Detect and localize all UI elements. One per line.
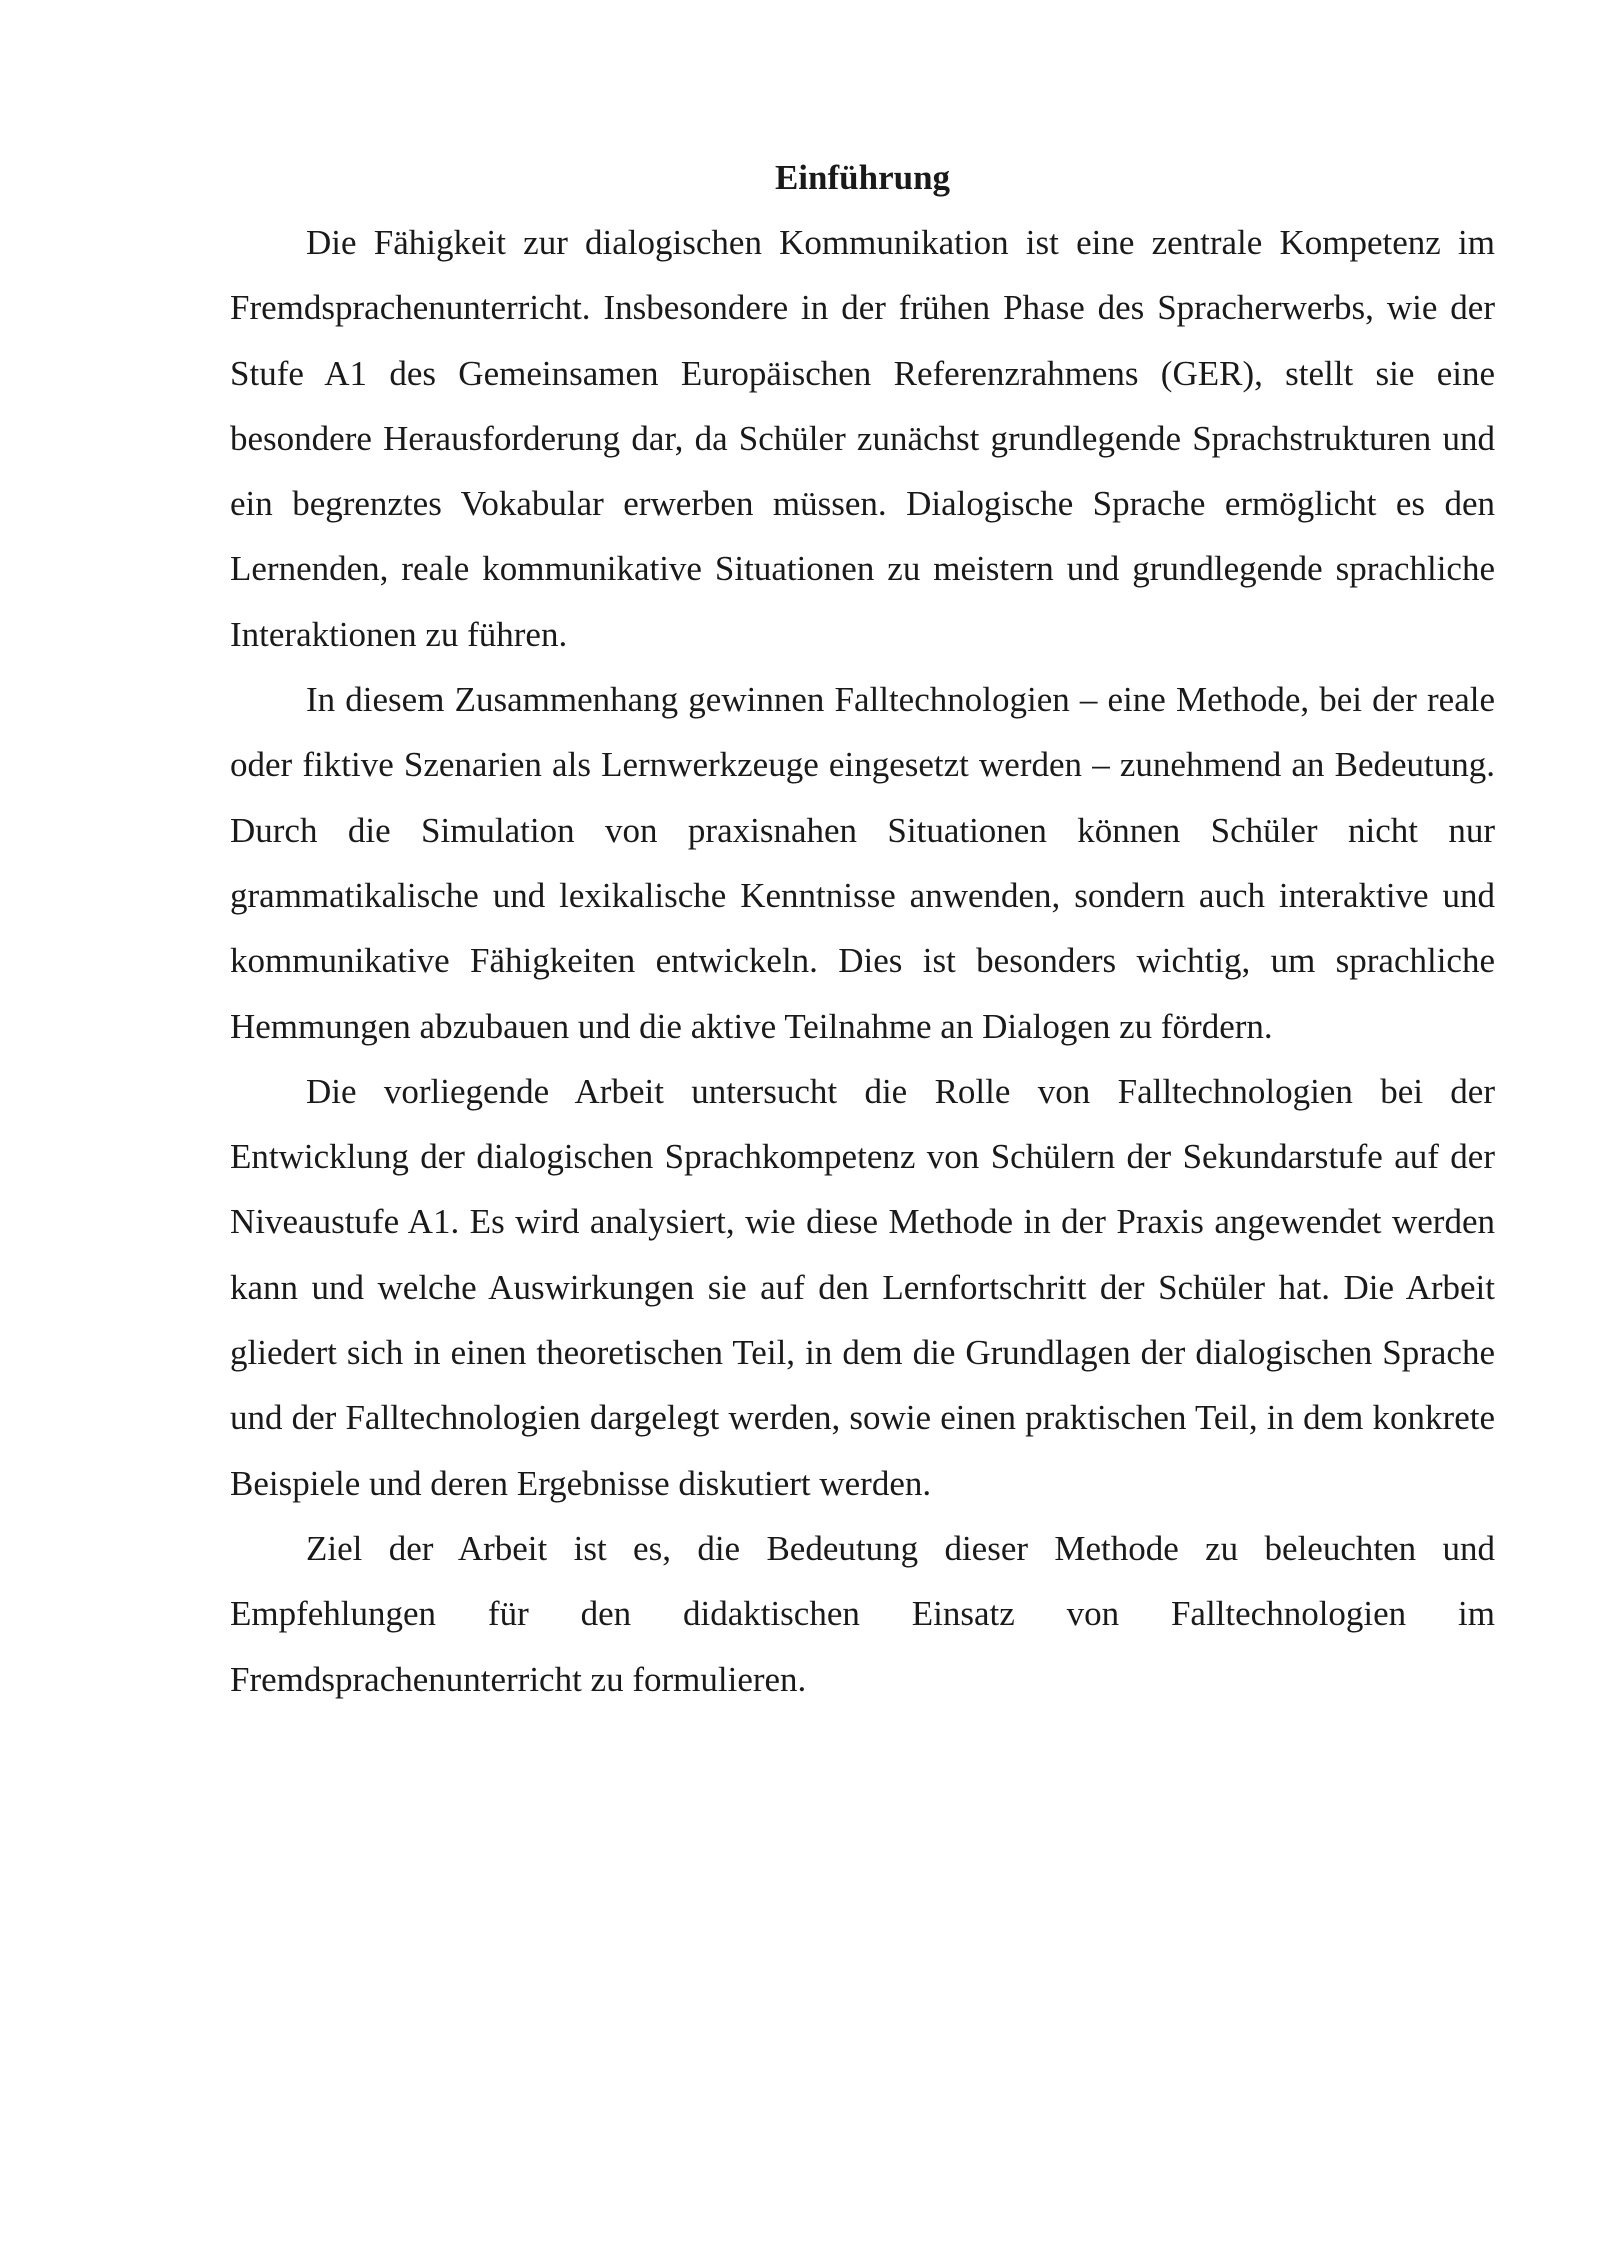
paragraph-1: Die Fähigkeit zur dialogischen Kommunikation ist eine zentrale Kompetenz im Fremdsprachenunterricht. Insbesondere in der frühen Phase des Spracherwerbs, wie der Stufe A1 des Gemeinsamen Europäischen Referenzrahmens (GER), stellt sie eine besondere Herausforderung dar, da Schüler zunächst grundlegende Sprachstrukturen und ein begrenztes Vokabular erwerben müssen. Dialogische Sprache ermöglicht es den Lernenden, reale kommunikative Situationen zu meistern und grundlegende sprachliche Interaktionen zu führen. bbox=[230, 223, 1495, 654]
paragraph-2: In diesem Zusammenhang gewinnen Falltechnologien – eine Methode, bei der reale oder fiktive Szenarien als Lernwerkzeuge eingesetzt werden – zunehmend an Bedeutung. Durch die Simulation von praxisnahen Situationen können Schüler nicht nur grammatikalische und lexikalische Kenntnisse anwenden, sondern auch interaktive und kommunikative Fähigkeiten entwickeln. Dies ist besonders wichtig, um sprachliche Hemmungen abzubauen und die aktive Teilnahme an Dialogen zu fördern. bbox=[230, 680, 1495, 1046]
paragraph-4: Ziel der Arbeit ist es, die Bedeutung dieser Methode zu beleuchten und Empfehlungen für den didaktischen Einsatz von Falltechnologien im Fremdsprachenunterricht zu formulieren. bbox=[230, 1528, 1495, 1699]
page-title: Einführung bbox=[774, 158, 951, 197]
paragraph-3: Die vorliegende Arbeit untersucht die Rolle von Falltechnologien bei der Entwicklung der dialogischen Sprachkompetenz von Schülern der Sekundarstufe auf der Niveaustufe A1. Es wird analysiert, wie diese Methode in der Praxis angewendet werden kann und welche Auswirkungen sie auf den Lernfortschritt der Schüler hat. Die Arbeit gliedert sich in einen theoretischen Teil, in dem die Grundlagen der dialogischen Sprache und der Falltechnologien dargelegt werden, sowie einen praktischen Teil, in dem konkrete Beispiele und deren Ergebnisse diskutiert werden. bbox=[230, 1071, 1495, 1503]
page-content bbox=[230, 145, 1495, 1712]
